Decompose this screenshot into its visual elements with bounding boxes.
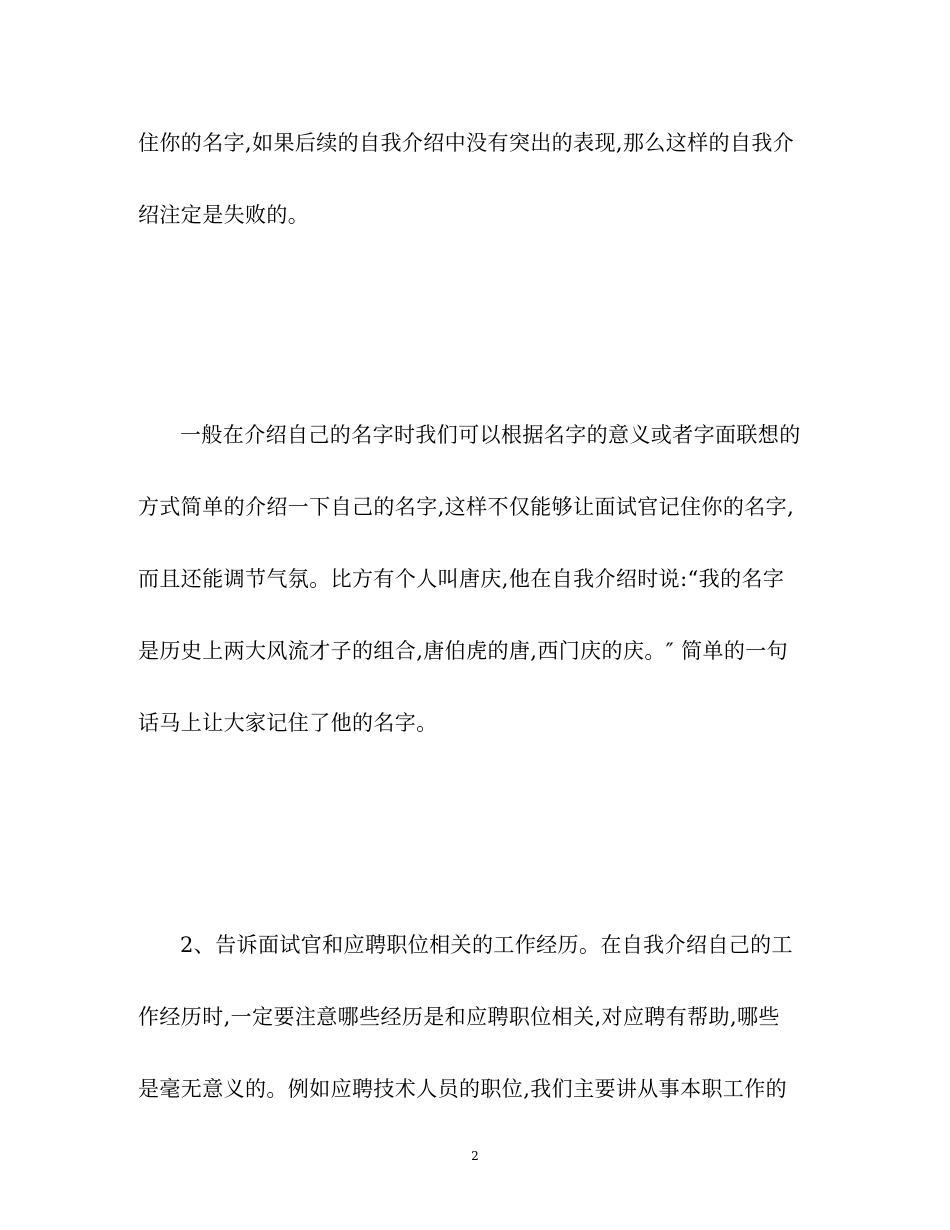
paragraph-3-line-2: 作经历时,一定要注意哪些经历是和应聘职位相关,对应聘有帮助,哪些 xyxy=(138,1005,780,1029)
paragraph-3-line-3: 是毫无意义的。例如应聘技术人员的职位,我们主要讲从事本职工作的 xyxy=(138,1077,788,1101)
paragraph-2-line-5: 话马上让大家记住了他的名字。 xyxy=(138,711,438,735)
paragraph-2-line-1: 一般在介绍自己的名字时我们可以根据名字的意义或者字面联想的 xyxy=(180,423,801,447)
page-number: 2 xyxy=(471,1149,479,1163)
paragraph-2-line-4: 是历史上两大风流才子的组合,唐伯虎的唐,西门庆的庆。″ 简单的一句 xyxy=(138,639,789,663)
paragraph-3-line-1: 2、告诉面试官和应聘职位相关的工作经历。在自我介绍自己的工 xyxy=(180,933,793,957)
paragraph-2-line-2: 方式简单的介绍一下自己的名字,这样不仅能够让面试官记住你的名字, xyxy=(138,495,795,519)
paragraph-1-line-1: 住你的名字,如果后续的自我介绍中没有突出的表现,那么这样的自我介 xyxy=(138,131,795,155)
paragraph-1-line-2: 绍注定是失败的。 xyxy=(138,203,310,227)
paragraph-2-line-3: 而且还能调节气氛。比方有个人叫唐庆,他在自我介绍时说:“我的名字 xyxy=(138,567,785,591)
